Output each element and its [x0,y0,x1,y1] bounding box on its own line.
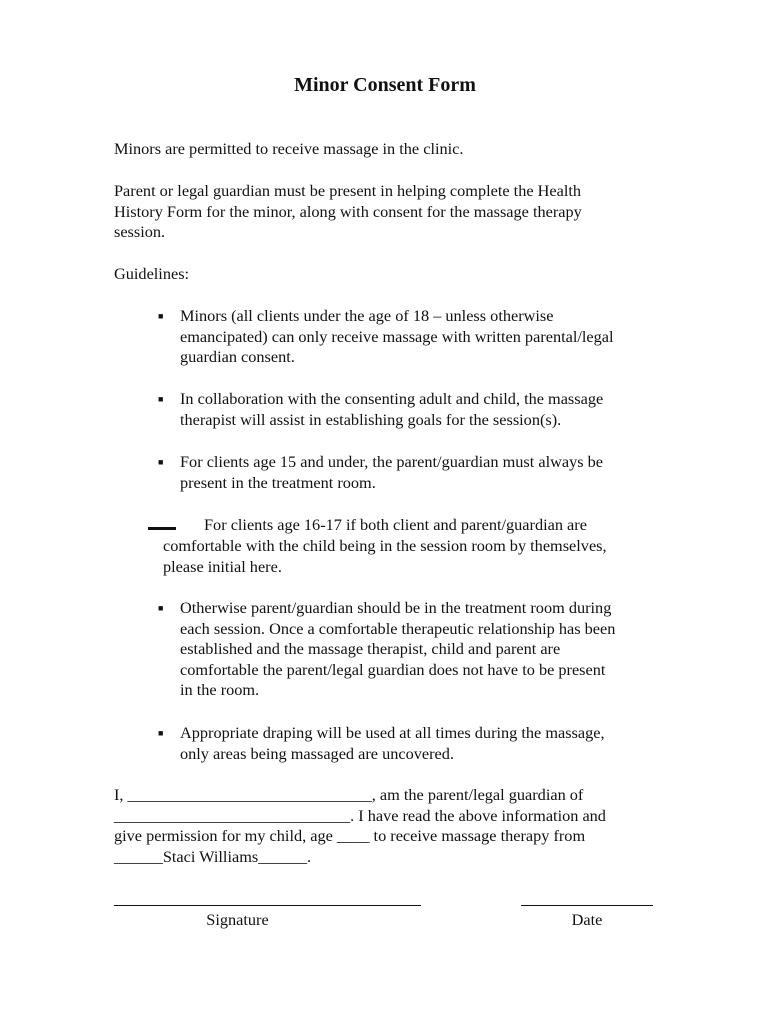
guideline-item [158,306,678,368]
bullet-icon: ■ [158,394,164,404]
text-line: I, ______________________________, am the parent/legal guardian of [114,785,584,804]
bullet-icon: ■ [158,603,164,613]
date-line[interactable] [521,905,653,906]
text-line: each session. Once a comfortable therapeutic relationship has been [180,618,616,638]
text-line: only areas being massaged are uncovered. [180,743,454,763]
guideline-item [158,452,678,493]
text-line: ______Staci Williams______. [114,846,312,866]
text-line: please initial here. [163,556,282,576]
text-line: History Form for the minor, along with consent for the massage therapy [114,201,582,221]
guidelines-label: Guidelines: [114,264,190,283]
text-line: In collaboration with the consenting adult and child, the massage [180,389,604,408]
bullet-icon: ■ [158,311,164,321]
text-line: present in the treatment room. [180,472,376,492]
requirement-paragraph [114,181,674,243]
text-line: guardian consent. [180,347,295,367]
initial-item-continuation [163,536,673,577]
consent-statement [114,785,694,867]
initial-field-line[interactable] [148,527,176,530]
signature-label: Signature [206,910,269,929]
guideline-item [158,598,678,701]
text-line: Parent or legal guardian must be present in helping complete the Health [114,181,582,200]
text-line: Minors (all clients under the age of 18 – unless otherwise [180,306,554,325]
text-line: comfortable the parent/legal guardian does not have to be present [180,659,606,679]
signature-line[interactable] [114,905,421,906]
text-line: therapist will assist in establishing goals for the session(s). [180,409,562,429]
text-line: established and the massage therapist, child and parent are [180,639,561,659]
text-line: comfortable with the child being in the session room by themselves, [163,536,607,555]
guideline-item [158,389,678,430]
bullet-icon: ■ [158,457,164,467]
text-line: For clients age 15 and under, the parent/guardian must always be [180,452,603,471]
text-line: emancipated) can only receive massage with written parental/legal [180,326,614,346]
date-label: Date [571,910,603,929]
text-line: give permission for my child, age ____ to receive massage therapy from [114,826,586,846]
text-line: For clients age 16-17 if both client and parent/guardian are [204,515,587,534]
text-line: session. [114,222,166,242]
text-line: _____________________________. I have read the above information and [114,805,606,825]
text-line: Appropriate draping will be used at all times during the massage, [180,723,605,742]
guideline-item [158,723,678,764]
bullet-icon: ■ [158,728,164,738]
page-title: Minor Consent Form [294,74,476,96]
text-line: in the room. [180,680,260,700]
intro-paragraph: Minors are permitted to receive massage in the clinic. [114,139,464,158]
text-line: Otherwise parent/guardian should be in the treatment room during [180,598,612,617]
